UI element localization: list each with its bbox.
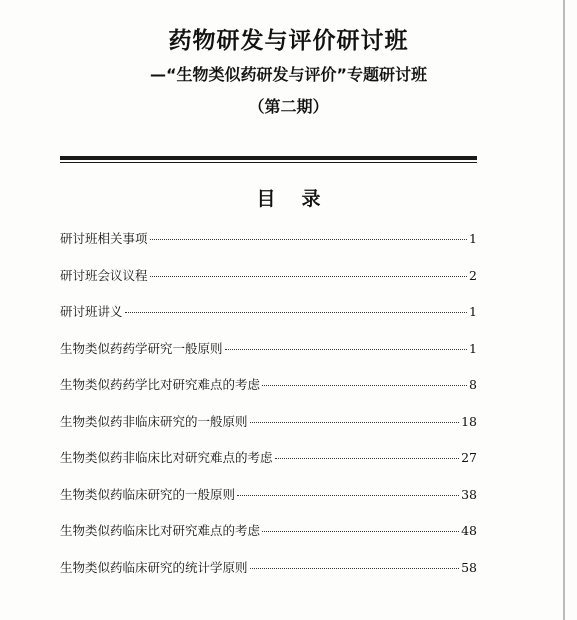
toc-entry-title: 生物类似药非临床研究的一般原则 [60, 414, 248, 429]
toc-entry-title: 生物类似药药学研究一般原则 [60, 341, 223, 356]
toc-leader-dots [262, 385, 467, 386]
document-subtitle: —“生物类似药研发与评价”专题研讨班 [149, 65, 428, 84]
toc-entry[interactable] [60, 265, 477, 287]
toc-entry-page: 2 [469, 268, 477, 283]
toc-entry-title: 生物类似药药学比对研究难点的考虑 [60, 377, 261, 392]
toc-entry-title: 研讨班相关事项 [60, 231, 148, 246]
toc-leader-dots [150, 239, 468, 240]
toc-entry[interactable] [60, 447, 477, 469]
toc-entry[interactable] [60, 411, 477, 433]
toc-entry[interactable] [60, 374, 477, 396]
toc-entry-title: 生物类似药临床研究的一般原则 [60, 487, 236, 502]
toc-entry-page: 1 [469, 341, 477, 356]
toc-leader-dots [262, 531, 459, 532]
toc-entry[interactable] [60, 520, 477, 542]
toc-leader-dots [275, 458, 460, 459]
header-rule-thin [60, 162, 477, 163]
toc-entry-page: 1 [469, 304, 477, 319]
toc-entry-title: 研讨班会议议程 [60, 268, 148, 283]
toc-entry-page: 38 [461, 487, 477, 502]
toc-entry[interactable] [60, 301, 477, 323]
toc-leader-dots [225, 349, 468, 350]
toc-leader-dots [150, 276, 468, 277]
toc-entry-page: 27 [461, 450, 477, 465]
toc-leader-dots [237, 495, 459, 496]
page-edge-shadow [563, 0, 565, 620]
toc-leader-dots [250, 422, 460, 423]
toc-entry-page: 1 [469, 231, 477, 246]
toc-entry[interactable] [60, 228, 477, 250]
toc-entry-page: 58 [461, 560, 477, 575]
header-rule-thick [60, 156, 477, 160]
toc-entry-page: 48 [461, 523, 477, 538]
document-title: 药物研发与评价研讨班 [168, 28, 409, 54]
toc-entry-title: 生物类似药临床比对研究难点的考虑 [60, 523, 261, 538]
toc-entry[interactable] [60, 557, 477, 579]
toc-entry-title: 研讨班讲义 [60, 304, 123, 319]
toc-entry-title: 生物类似药临床研究的统计学原则 [60, 560, 248, 575]
toc-entry[interactable] [60, 338, 477, 360]
toc-entry-page: 18 [461, 414, 477, 429]
toc-entry-title: 生物类似药非临床比对研究难点的考虑 [60, 450, 273, 465]
toc-leader-dots [250, 568, 460, 569]
toc-heading: 目录 [256, 188, 347, 210]
toc-entry-page: 8 [469, 377, 477, 392]
issue-number: （第二期） [248, 97, 329, 116]
toc-leader-dots [125, 312, 468, 313]
toc-entry[interactable] [60, 484, 477, 506]
